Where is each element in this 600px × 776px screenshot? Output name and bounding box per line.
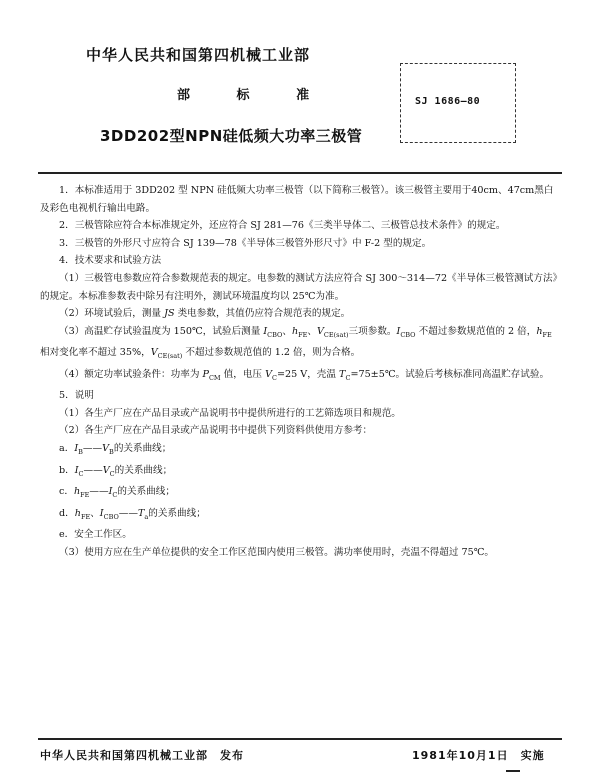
clause-4-4: （4）额定功率试验条件：功率为 $P_{CM}$ 值，电压 $V_C=25$ V，壳温 $T_C=75\pm 5℃$。试验后考核标准同高温贮存试验。 (59, 368, 550, 382)
curve-item-a: a．$I_B——V_B$的关系曲线； (59, 443, 172, 456)
clause-4-1: （1）三极管电参数应符合参数规范表的规定。电参数的测试方法应符合 SJ 300～314—72《半导体三极管测试方法》的规定。本标准参数表中除另有注明外，测试环境温度均以 25℃为准。 (40, 272, 558, 302)
header-divider (38, 172, 562, 174)
clause-3: 3．三极管的外形尺寸应符合 SJ 139—78《半导体三极管外形尺寸》中 F-2 型的规定。 (59, 237, 432, 249)
document-body (40, 182, 560, 561)
clause-5-3: （3）使用方应在生产单位提供的安全工作区范围内使用三极管。满功率使用时，壳温不得超过 75℃。 (59, 546, 495, 558)
footer-issuer: 中华人民共和国第四机械工业部 发布 (40, 749, 244, 762)
clause-5-2: （2）各生产厂应在产品目录或产品说明书中提供下列资料供使用方参考： (59, 425, 373, 437)
footer-divider (38, 738, 562, 740)
clause-5-1: （1）各生产厂应在产品目录或产品说明书中提供所进行的工艺筛选项目和规范。 (59, 407, 401, 419)
standard-code: SJ 1686—80 (415, 96, 481, 107)
curve-item-b: b．$I_C——V_C$的关系曲线； (59, 464, 173, 478)
clause-4-heading: 4．技术要求和试验方法 (59, 255, 162, 267)
standard-code-box (400, 63, 516, 143)
footer-date: 1981年10月1日 实施 (412, 749, 545, 762)
clause-2: 2．三极管除应符合本标准规定外，还应符合 SJ 281—76《三类半导体二、三极管总技术条件》的规定。 (59, 220, 506, 232)
curve-item-d: d．$h_{FE}$、$I_{CBO}——T_a$的关系曲线； (59, 507, 206, 521)
document-title: 3DD202型NPN硅低频大功率三极管 (100, 127, 363, 145)
curve-item-c: c．$h_{FE}——I_C$的关系曲线； (59, 486, 175, 499)
curve-item-e: e．安全工作区。 (59, 529, 132, 541)
standard-type-label (177, 84, 331, 103)
clause-5-heading: 5．说明 (59, 390, 94, 402)
standard-label-char: 部 (177, 88, 191, 103)
standard-label-char: 准 (296, 88, 310, 103)
page-mark (506, 770, 520, 772)
issuing-ministry: 中华人民共和国第四机械工业部 (86, 46, 311, 64)
clause-4-2: （2）环境试验后，测量 JS 类电参数，其值仍应符合规范表的规定。 (59, 308, 351, 320)
clause-4-3: （3）高温贮存试验温度为 150℃，试验后测量 $I_{CBO}$、$h_{FE}$、$V_{CE(sat)}$三项参数。$I_{CBO}$ 不超过参数规范值的 2 倍，$h_{FE}$ 相对变化率不超过 35%，$V_{CE(sat)}$ 不超过参数规范值的 1.2 倍，则为合格。 (40, 325, 552, 361)
clause-1: 1．本标准适用于 3DD202 型 NPN 硅低频大功率三极管（以下简称三极管）。该三极管主要用于40cm、47cm黑白及彩色电视机行输出电路。 (40, 185, 554, 214)
standard-label-char: 标 (236, 88, 250, 103)
